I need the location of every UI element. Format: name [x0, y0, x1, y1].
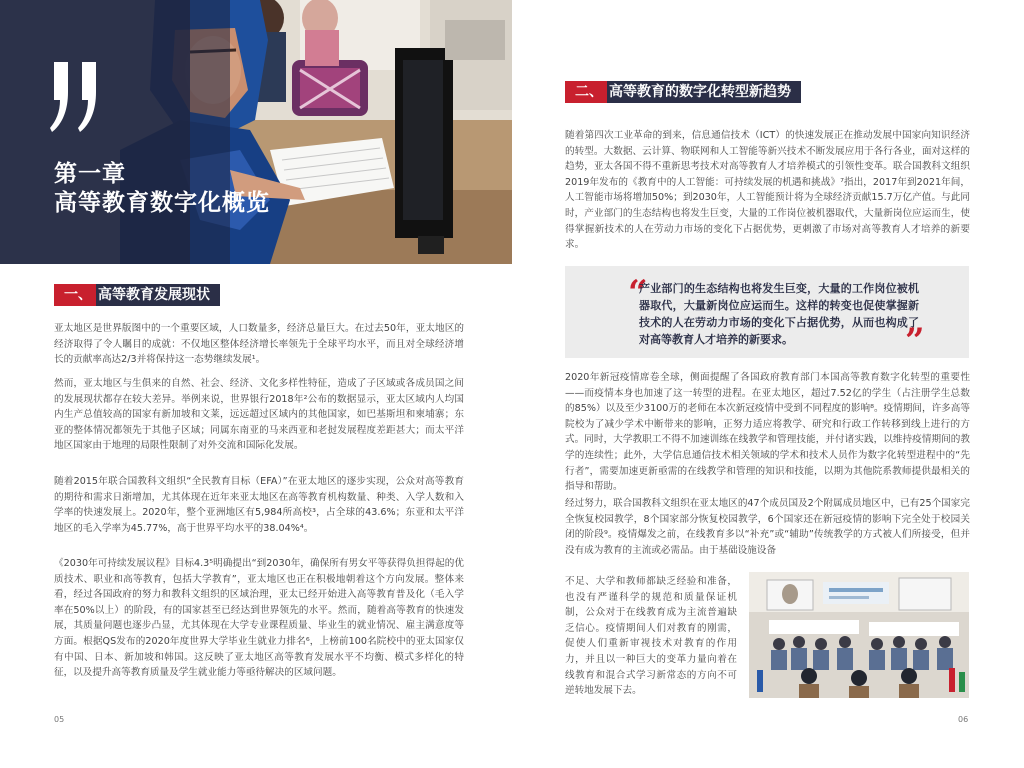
- section-title: 高等教育发展现状: [98, 287, 210, 303]
- close-quote-icon: ”: [905, 321, 925, 361]
- chapter-hero: [0, 0, 512, 264]
- section-number: 二、: [565, 81, 607, 103]
- chapter-title: 高等教育数字化概览: [54, 190, 270, 216]
- paragraph: 经过努力，联合国教科文组织在亚太地区的47个成员国及2个附属成员地区中，已有25个国家完全恢复校园教学，8个国家部分恢复校园教学，6个国家还在新冠疫情的影响下完全处于校园关闭的阶段⁹。疫情爆发之前，在线教育多以“补充”或“辅助”传统教学的方式被人们所接受，但并没有成为教育的主流或必需品。由于基础设施设备: [565, 498, 970, 556]
- double-quote-icon: [48, 58, 138, 138]
- paragraph: 2020年新冠疫情席卷全球，侧面提醒了各国政府教育部门本国高等教育数字化转型的重要性——而疫情本身也加速了这一转型的进程。在亚太地区，超过7.52亿的学生（占注册学生总数的85%）以及至少3100万的老师在本次新冠疫情中受到不同程度的影响⁸。疫情期间，许多高等院校为了减少学术中断带来的影响，正努力适应将教学、研究和行政工作转移到线上进行的方式。同时，大学教职工不得不加速训练在线教学和管理技能，并付诸实践，以维持疫情期间的教学的连续性；此外，大学信息通信技术相关领域的学术和技术人员作为数字化转型进程中的“先行者”，需要加速更新亟需的在线教学和管理的知识和技能，以期为其他院系教师提供最相关的指导和帮助。: [565, 372, 970, 493]
- paragraph: 然而，亚太地区与生俱来的自然、社会、经济、文化多样性特征，造成了子区域或各成员国之间的发展现状都存在较大差异。举例来说，世界银行2018年²公布的数据显示，亚太区域内人均国内生产总值较高的国家有新加坡和文莱，远远超过区域内的其他国家，如巴基斯坦和柬埔寨；东亚的整体情况都领先于其他子区域；同属东南亚的马来西亚和老挝发展程度差距甚大；而太平洋地区国家由于地理的局限性限制了对外交流和国际化发展。: [54, 378, 464, 452]
- pull-quote-box: [565, 266, 969, 361]
- section-title: 高等教育的数字化转型新趋势: [609, 84, 791, 100]
- conference-photo: [749, 572, 969, 698]
- paragraph: 随着2015年联合国教科文组织“全民教育目标（EFA）”在亚太地区的逐步实现，公众对高等教育的期待和需求日渐增加，尤其体现在近年来亚太地区在高等教育机构数量、种类、入学人数和入学率的快速发展上。2020年，整个亚洲地区有5,984所高校³，占全球的43.6%；东亚和太平洋地区的毛入学率为45.77%，高于世界平均水平的38.04%⁴。: [54, 476, 464, 534]
- paragraph: 《2030年可持续发展议程》目标4.3⁵明确提出“到2030年，确保所有男女平等获得负担得起的优质技术、职业和高等教育，包括大学教育”，亚太地区也正在积极地朝着这个方向发展。整体来看，经过各国政府的努力和教科文组织的区域治理，亚太已经开始进入高等教育普及化（毛入学率在50%以上）的阶段，有的国家甚至已经达到世界领先的水平。然而，随着高等教育的快速发展，其质量问题也逐步凸显，尤其体现在大学专业课程质量、毕业生的就业情况、雇主满意度等方面。根据QS发布的2020年度世界大学毕业生就业力排名⁶，上榜前100名院校中的亚太国家仅有中国、日本、新加坡和韩国。这反映了亚太地区高等教育发展水平不均衡、模式多样化的特征，以及提升高等教育质量及学生就业能力等亟待解决的区域问题。: [54, 558, 464, 679]
- chapter-label: 第一章: [54, 161, 126, 187]
- paragraph: 随着第四次工业革命的到来，信息通信技术（ICT）的快速发展正在推动发展中国家向知识经济的转型。大数据、云计算、物联网和人工智能等新兴技术不断发展应用于各行各业，面对这样的趋势，亚太各国不得不重新思考技术对高等教育人才培养模式的引领性变革。联合国教科文组织2019年发布的《教育中的人工智能：可持续发展的机遇和挑战》⁷指出，2017年到2021年间，人工智能市场将增加50%；到2030年，人工智能预计将为全球经济贡献15.7万亿产值。与此同时，产业部门的生态结构也将发生巨变，大量的工作岗位被机器取代，大量新岗位应运而生，使得掌握新技术的人在劳动力市场的变化下占据优势，更刺激了市场对高等教育人才培养的新要求。: [565, 130, 970, 251]
- paragraph: 亚太地区是世界版图中的一个重要区域，人口数量多，经济总量巨大。在过去50年，亚太地区的经济取得了令人瞩目的成就：不仅地区整体经济增长率领先于全球平均水平，而且对全球经济增长的贡献率高达2/3并将保持这一态势继续发展¹。: [54, 323, 464, 366]
- page-number: 05: [54, 715, 65, 724]
- section-heading-current-status: [54, 284, 220, 306]
- open-quote-icon: “: [628, 273, 648, 313]
- right-page: [512, 0, 1024, 768]
- pull-quote-text: 产业部门的生态结构也将发生巨变，大量的工作岗位被机器取代，大量新岗位应运而生。这样的转变也促使掌握新技术的人在劳动力市场的变化下占据优势，从而也构成了对高等教育人才培养的新要求。: [639, 282, 919, 346]
- section-heading-digital-trends: [565, 81, 801, 103]
- paragraph: 不足、大学和教师都缺乏经验和准备，也没有严谨科学的规范和质量保证机制，公众对于在线教育成为主流普遍缺乏信心。疫情期间人们对教育的刚需，促使人们重新审视技术对教育的作用力，并且以一种巨大的变革力量向着在线教育和混合式学习新常态的方向不可逆转地发展下去。: [565, 576, 737, 697]
- page-number: 06: [958, 715, 969, 724]
- section-number: 一、: [54, 284, 96, 306]
